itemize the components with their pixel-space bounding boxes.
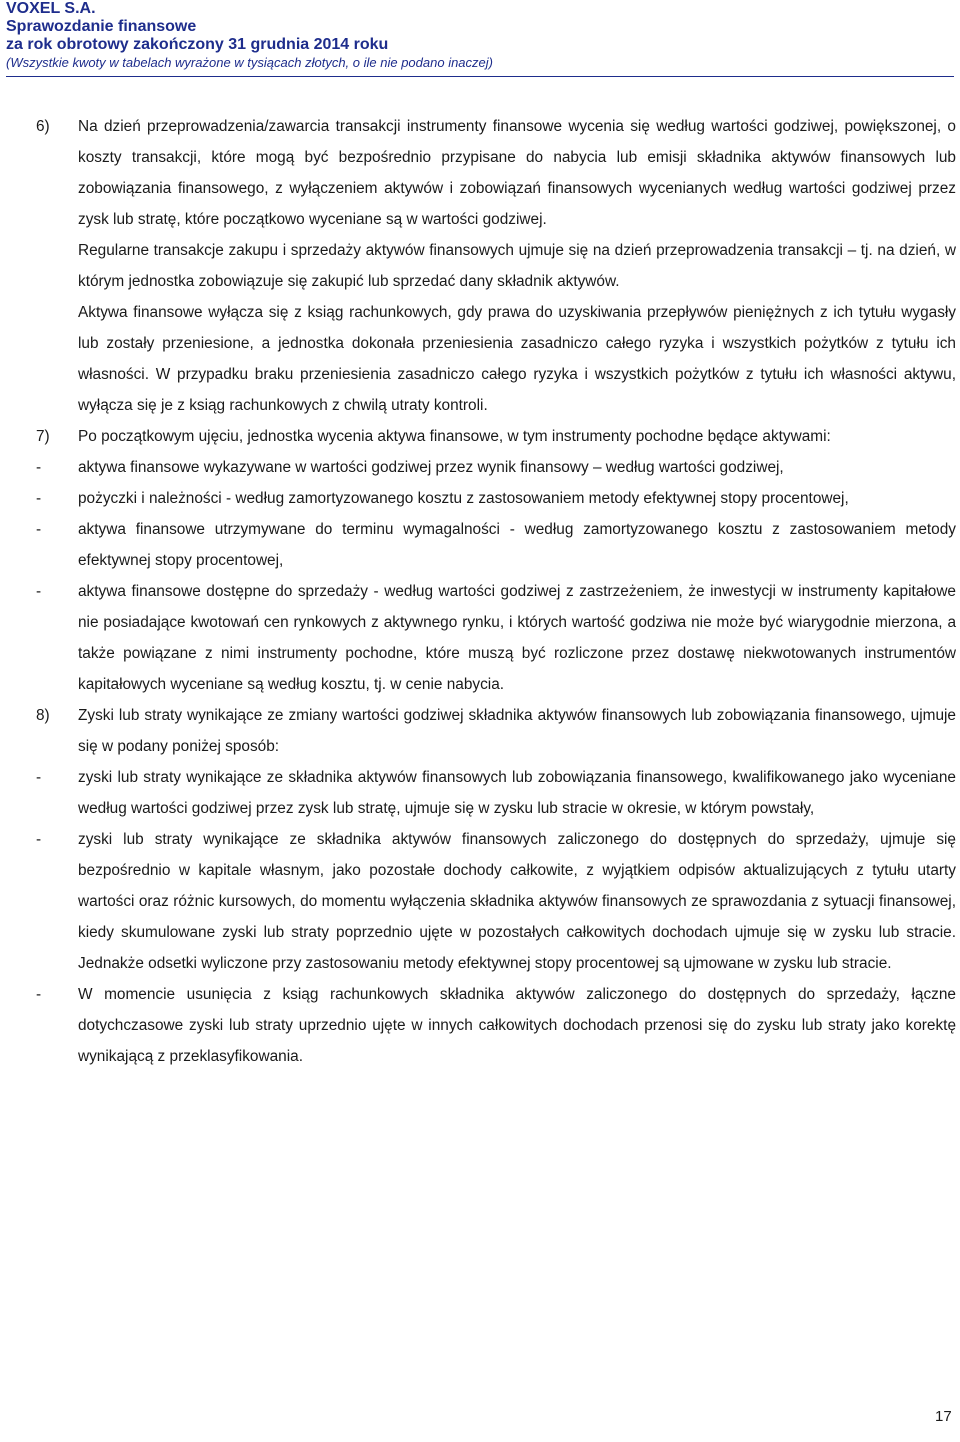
bullet-dash: - <box>36 490 42 507</box>
list-item-text: pożyczki i należności - według zamortyzowanego kosztu z zastosowaniem metody efektywnej stopy procentowej, <box>78 490 849 507</box>
amounts-note: (Wszystkie kwoty w tabelach wyrażone w tysiącach złotych, o ile nie podano inaczej) <box>6 55 493 70</box>
list-item-text: zyski lub straty wynikające ze składnika aktywów finansowych zaliczonego do dostępnych do sprzedaży, ujmuje się bezpośrednio w kapitale własnym, jako pozostałe dochody całkowite, z wyjątkiem odpisów aktualizujących z tytułu utarty wartości oraz różnic kursowych, do momentu wyłączenia składnika aktywów finansowych ze sprawozdania z sytuacji finansowej, kiedy skumulowane zyski lub straty poprzednio ujęte w pozostałych całkowitych dochodach ujmuje się w zysku lub stracie. Jednakże odsetki wyliczone przy zastosowaniu metody efektywnej stopy procentowej są ujmowane w zysku lub stracie. <box>78 831 956 972</box>
list-item <box>36 824 956 979</box>
bullet-dash: - <box>36 986 42 1003</box>
list-item-text: aktywa finansowe dostępne do sprzedaży - według wartości godziwej z zastrzeżeniem, że inwestycji w instrumenty kapitałowe nie posiadające kwotowań cen rynkowych z aktywnego rynku, i których wartość godziwa nie może być wiarygodnie mierzona, a także powiązane z nimi instrumenty pochodne, które muszą być rozliczone przez dostawę niekwotowanych instrumentów kapitałowych wyceniane są według kosztu, tj. w cenie nabycia. <box>78 583 956 693</box>
bullet-dash: - <box>36 583 42 600</box>
bullet-dash: - <box>36 769 42 786</box>
company-name: VOXEL S.A. <box>6 0 96 17</box>
section-6-paragraph-2: Regularne transakcje zakupu i sprzedaży aktywów finansowych ujmuje się na dzień przeprowadzenia transakcji – tj. na dzień, w którym jednostka zobowiązuje się zakupić lub sprzedać dany składnik aktywów. <box>78 242 956 290</box>
section-number: 7) <box>36 428 50 445</box>
list-item <box>36 514 956 576</box>
section-number: 6) <box>36 118 50 135</box>
section-6-paragraph-3: Aktywa finansowe wyłącza się z ksiąg rachunkowych, gdy prawa do uzyskiwania przepływów pieniężnych z ich tytułu wygasły lub zostały przeniesione, a jednostka dokonała przeniesienia zasadniczo całego ryzyka i wszystkich pożytków z tytułu ich własności. W przypadku braku przeniesienia zasadniczo całego ryzyka i wszystkich pożytków z tytułu ich własności aktywu, wyłącza się je z ksiąg rachunkowych z chwilą utraty kontroli. <box>78 304 956 414</box>
list-item-text: W momencie usunięcia z ksiąg rachunkowych składnika aktywów zaliczonego do dostępnych do sprzedaży, łączne dotychczasowe zyski lub straty uprzednio ujęte w innych całkowitych dochodach przenosi się do zysku lub straty jako korektę wynikającą z przeklasyfikowania. <box>78 986 956 1065</box>
section-8 <box>36 700 956 762</box>
list-item-text: aktywa finansowe wykazywane w wartości godziwej przez wynik finansowy – według wartości godziwej, <box>78 459 784 476</box>
section-text: Na dzień przeprowadzenia/zawarcia transakcji instrumenty finansowe wycenia się według wartości godziwej, powiększonej, o koszty transakcji, które mogą być bezpośrednio przypisane do nabycia lub emisji składnika aktywów finansowych lub zobowiązania finansowego, z wyłączeniem aktywów i zobowiązań finansowych wycenianych według wartości godziwej przez zysk lub stratę, które początkowo wyceniane są w wartości godziwej. <box>78 118 956 228</box>
page-number: 17 <box>935 1408 952 1425</box>
section-7 <box>36 421 956 452</box>
list-item <box>36 452 956 483</box>
list-item <box>36 576 956 700</box>
section-6 <box>36 111 956 235</box>
bullet-dash: - <box>36 521 42 538</box>
report-period: za rok obrotowy zakończony 31 grudnia 2014 roku <box>6 36 389 53</box>
list-item <box>36 483 956 514</box>
section-number: 8) <box>36 707 50 724</box>
page-header <box>6 0 956 71</box>
list-item-text: zyski lub straty wynikające ze składnika aktywów finansowych lub zobowiązania finansowego, kwalifikowanego jako wyceniane według wartości godziwej przez zysk lub stratę, ujmuje się w zysku lub stracie w okresie, w którym powstały, <box>78 769 956 817</box>
list-item-text: aktywa finansowe utrzymywane do terminu wymagalności - według zamortyzowanego kosztu z zastosowaniem metody efektywnej stopy procentowej, <box>78 521 956 569</box>
header-divider <box>6 76 954 77</box>
report-title: Sprawozdanie finansowe <box>6 18 197 35</box>
list-item <box>36 762 956 824</box>
section-text: Po początkowym ujęciu, jednostka wycenia aktywa finansowe, w tym instrumenty pochodne będące aktywami: <box>78 428 831 445</box>
bullet-dash: - <box>36 459 42 476</box>
section-text: Zyski lub straty wynikające ze zmiany wartości godziwej składnika aktywów finansowych lub zobowiązania finansowego, ujmuje się w podany poniżej sposób: <box>78 707 956 755</box>
list-item <box>36 979 956 1072</box>
document-body <box>36 111 956 1072</box>
bullet-dash: - <box>36 831 42 848</box>
